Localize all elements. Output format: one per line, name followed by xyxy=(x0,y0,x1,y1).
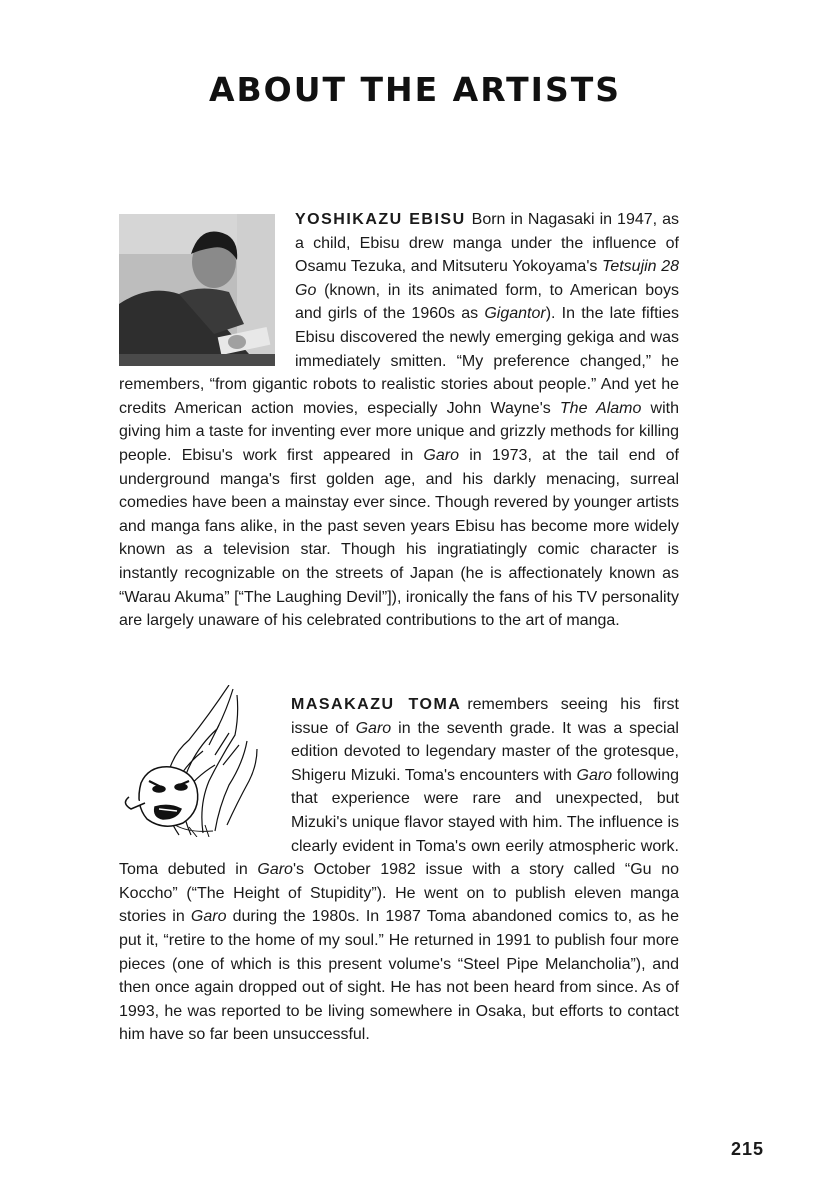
ebisu-portrait-photo xyxy=(119,214,275,366)
bio-segment: in the seventh grade. It was a special edition devoted to legendary master of the grotesque, Shigeru Mizuki. Toma's encounters with xyxy=(291,719,679,784)
artist-bio-toma xyxy=(119,693,679,1047)
artist-bio-ebisu xyxy=(119,208,679,633)
italic-title: Garo xyxy=(257,861,293,879)
artist-name-ebisu: YOSHIKAZU EBISU xyxy=(295,211,466,228)
italic-title: Garo xyxy=(423,446,459,464)
italic-title: Garo xyxy=(190,908,227,926)
bio-segment: ). In the late fifties Ebisu discovered the newly emerging gekiga and was immediately smitten. “My preference changed,” he remembers, “from gigantic robots to realistic stories about people.” And yet he credits American action movies, especially John Wayne's xyxy=(119,305,680,417)
bio-segment: in 1973, at the tail end of underground manga's first golden age, and his darkly menacing, surreal comedies have been a mainstay ever since. Though revered by younger artists and manga fans alike, in the past seven years Ebisu has become more widely known as a television star. Though his ingratiatingly comic character is instantly recognizable on the streets of Japan (he is affectionately known as “Warau Akuma” [“The Laughing Devil”]), ironically the fans of his TV personality are largely unaware of his celebrated contributions to the art of manga. xyxy=(119,446,679,630)
bio-segment: 's October 1982 issue with a story called “Gu no Koccho” (“The Height of Stupidity”). He went on to publish eleven manga stories in xyxy=(119,861,680,926)
italic-title: Gigantor xyxy=(484,305,546,323)
italic-title: Tetsujin 28 Go xyxy=(295,258,680,299)
italic-title: Garo xyxy=(355,719,392,737)
bio-segment: following that experience were rare and unexpected, but Mizuki's unique flavor stayed with him. The influence is clearly evident in Toma's own eerily atmospheric work. Toma debuted in xyxy=(119,766,680,879)
bio-segment: (known, in its animated form, to American boys and girls of the 1960s as xyxy=(295,281,679,323)
page-title: ABOUT THE ARTISTS xyxy=(208,70,621,109)
bio-segment: with giving him a taste for inventing ever more unique and grizzly methods for killing people. Ebisu's work first appeared in xyxy=(119,399,679,464)
page-number: 215 xyxy=(730,1139,764,1159)
bio-segment: remembers seeing his first issue of xyxy=(291,696,679,737)
toma-self-portrait-illustration xyxy=(119,685,271,837)
italic-title: The Alamo xyxy=(559,399,642,417)
artist-name-toma: MASAKAZU TOMA xyxy=(291,696,462,713)
bio-segment: Born in Nagasaki in 1947, as a child, Ebisu drew manga under the influence of Osamu Tezuka, and Mitsuteru Yokoyama's xyxy=(295,211,679,276)
italic-title: Garo xyxy=(576,766,613,784)
bio-segment: during the 1980s. In 1987 Toma abandoned comics to, as he put it, “retire to the home of my soul.” He returned in 1991 to publish four more pieces (one of which is this present volume's “Steel Pipe Melancholia”), and then once again dropped out of sight. He has not been heard from since. As of 1993, he was reported to be living somewhere in Osaka, but efforts to contact him have so far been unsuccessful. xyxy=(119,908,680,1044)
